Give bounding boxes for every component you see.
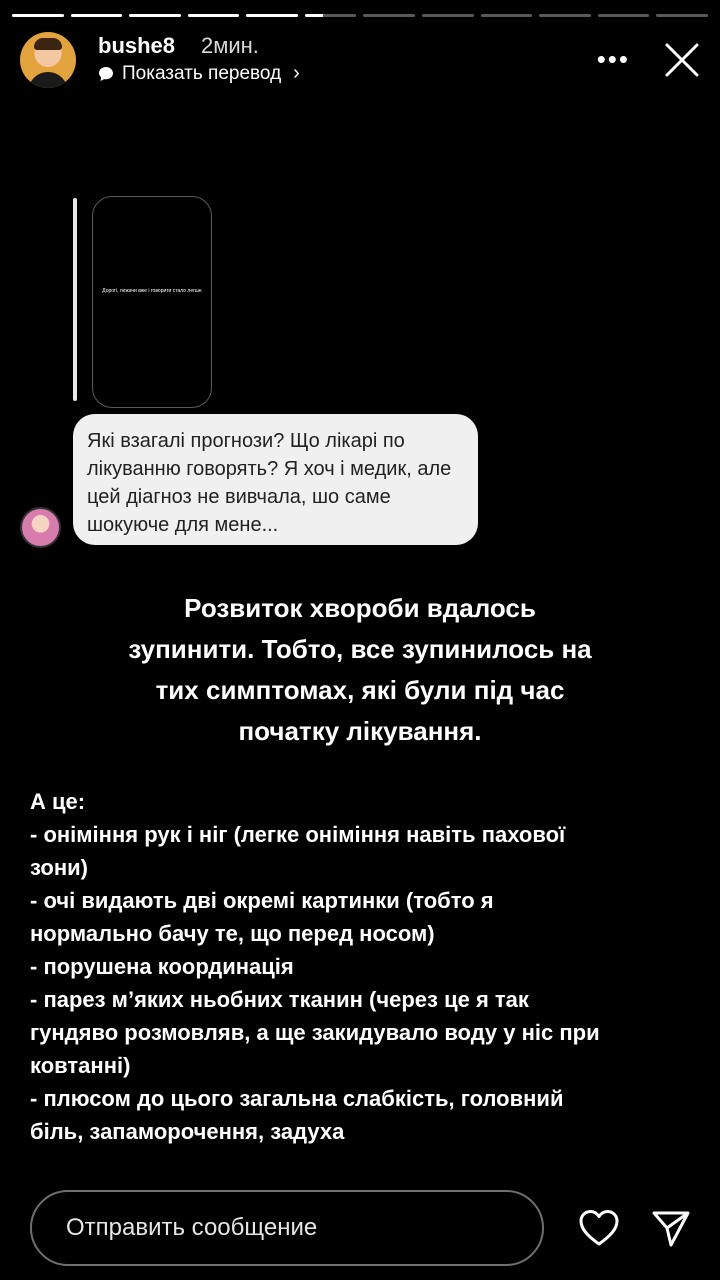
speech-bubble-icon (98, 66, 114, 82)
progress-segment (363, 14, 415, 17)
replier-avatar (20, 507, 61, 548)
message-input[interactable] (30, 1190, 544, 1266)
story-footer (0, 1190, 720, 1266)
story-progress-bar (12, 14, 708, 17)
username[interactable]: bushe8 (98, 33, 176, 58)
progress-segment (481, 14, 533, 17)
quoted-story-text: Дорогі, лежачи вже і говорити стало легше (102, 288, 202, 294)
progress-segment (188, 14, 240, 17)
story-header (20, 30, 702, 90)
symptom-line: - оніміння рук і ніг (легке оніміння навіть пахової (30, 822, 566, 847)
heart-icon[interactable] (578, 1208, 620, 1248)
progress-segment-current (305, 14, 357, 17)
send-icon[interactable] (651, 1209, 691, 1249)
reply-message-bubble: Які взагалі прогнози? Що лікарі по лікуванню говорять? Я хоч і медик, але цей діагноз не вивчала, шо саме шокуюче для мене... (73, 414, 478, 545)
symptom-line: нормально бачу те, що перед носом) (30, 921, 435, 946)
close-icon[interactable] (662, 40, 702, 80)
progress-segment (656, 14, 708, 17)
story-text-line: зупинити. Тобто, все зупинилось на (122, 632, 597, 666)
symptom-line: ковтанні) (30, 1053, 131, 1078)
symptom-line: - очі видають дві окремі картинки (тобто я (30, 888, 494, 913)
chevron-right-icon: › (293, 62, 300, 84)
progress-segment (129, 14, 181, 17)
more-icon[interactable]: ••• (596, 44, 630, 74)
symptom-line: - плюсом до цього загальна слабкість, головний (30, 1086, 564, 1111)
reply-quote-bar (73, 198, 77, 401)
story-text-line: початку лікування. (232, 714, 487, 748)
symptoms-list (30, 785, 714, 1148)
story-text-line: Розвиток хвороби вдалось (178, 591, 542, 625)
story-text-line: тих симптомах, які були під час (150, 673, 571, 707)
show-translation-button[interactable] (98, 62, 300, 85)
symptom-line: А це: (30, 789, 86, 814)
symptom-line: біль, запаморочення, задуха (30, 1119, 345, 1144)
quoted-story-thumbnail[interactable] (92, 196, 212, 408)
post-time: 2мин. (201, 33, 259, 58)
story-main-text (60, 588, 660, 752)
symptom-line: гундяво розмовляв, а ще закидувало воду у ніс при (30, 1020, 600, 1045)
symptom-line: - парез м’яких ньобних тканин (через це я так (30, 987, 529, 1012)
progress-segment (246, 14, 298, 17)
translate-label: Показать перевод (122, 62, 282, 84)
progress-segment (12, 14, 64, 17)
progress-segment (422, 14, 474, 17)
progress-segment (539, 14, 591, 17)
profile-avatar[interactable] (20, 32, 76, 88)
progress-segment (598, 14, 650, 17)
symptom-line: зони) (30, 855, 88, 880)
symptom-line: - порушена координація (30, 954, 294, 979)
progress-segment (71, 14, 123, 17)
